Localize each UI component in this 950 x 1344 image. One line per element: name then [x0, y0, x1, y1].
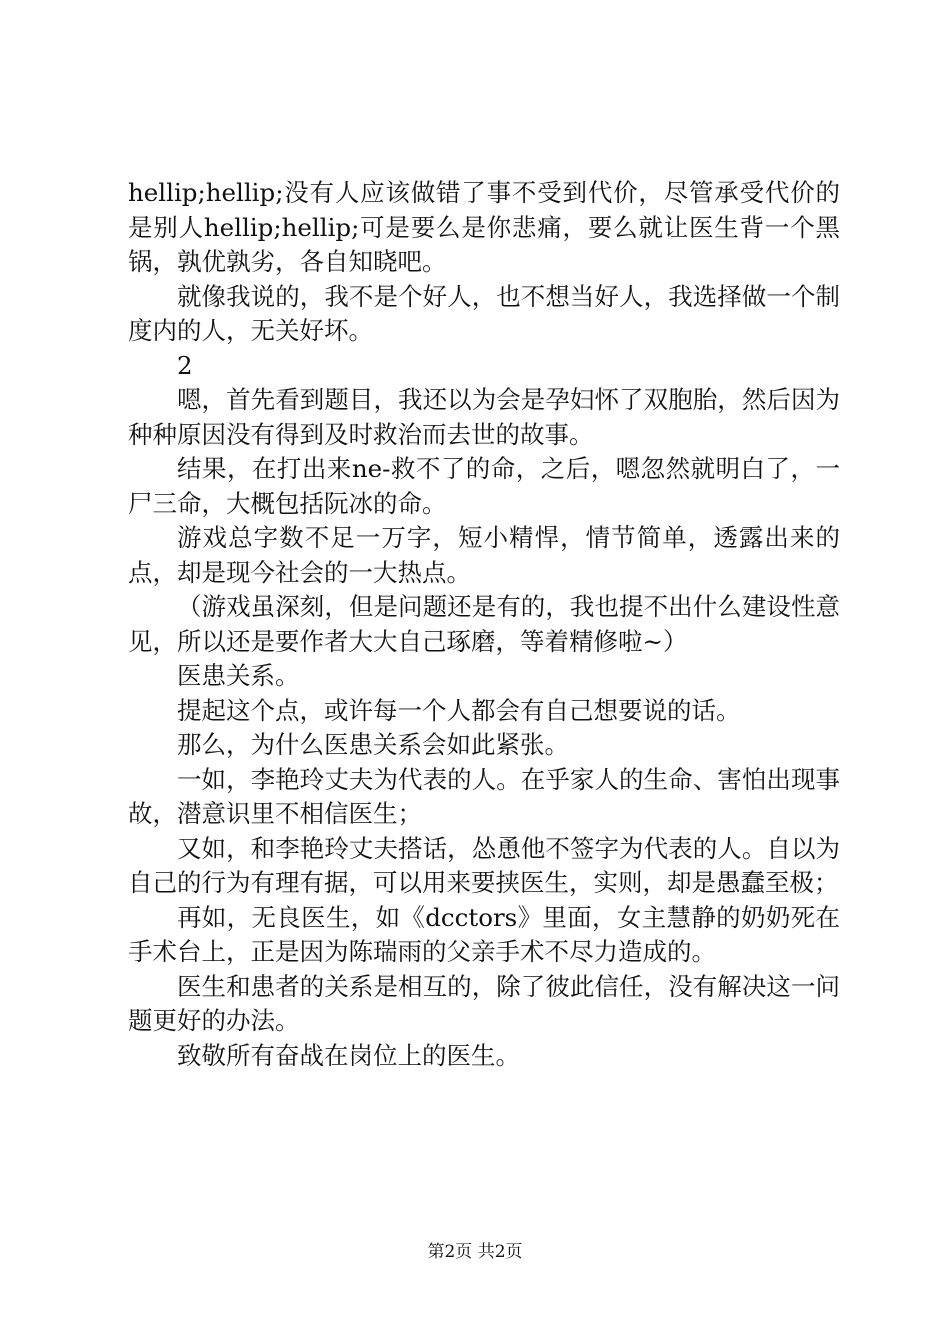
paragraph-5: 结果，在打出来ne-救不了的命，之后，嗯忽然就明白了，一尸三命，大概包括阮冰的命。 — [128, 454, 840, 518]
paragraph-13: 再如，无良医生，如《dcctors》里面，女主慧静的奶奶死在手术台上，正是因为陈瑞雨的父亲手术不尽力造成的。 — [128, 902, 840, 966]
section-number: 2 — [177, 350, 193, 380]
paragraph-14: 医生和患者的关系是相互的，除了彼此信任，没有解决这一问题更好的办法。 — [128, 971, 840, 1035]
page-footer — [0, 1241, 950, 1263]
paragraph-9: 提起这个点，或许每一个人都会有自己想要说的话。 — [177, 695, 741, 725]
paragraph-15: 致敬所有奋战在岗位上的医生。 — [177, 1040, 520, 1070]
paragraph-6: 游戏总字数不足一万字，短小精悍，情节简单，透露出来的点，却是现今社会的一大热点。 — [128, 523, 840, 587]
paragraph-1: hellip;hellip;没有人应该做错了事不受到代价，尽管承受代价的是别人hellip;hellip;可是要么是你悲痛，要么就让医生背一个黑锅，孰优孰劣，各自知晓吧。 — [128, 178, 840, 276]
paragraph-8: 医患关系。 — [177, 661, 300, 690]
paragraph-4: 嗯，首先看到题目，我还以为会是孕妇怀了双胞胎，然后因为种种原因没有得到及时救治而去世的故事。 — [128, 385, 840, 449]
paragraph-7: （游戏虽深刻，但是问题还是有的，我也提不出什么建设性意见，所以还是要作者大大自己琢磨，等着精修啦~） — [128, 592, 840, 656]
paragraph-12: 又如，和李艳玲丈夫搭话，怂恿他不签字为代表的人。自以为自己的行为有理有据，可以用来要挟医生，实则，却是愚蠢至极； — [128, 833, 840, 897]
paragraph-2: 就像我说的，我不是个好人，也不想当好人，我选择做一个制度内的人，无关好坏。 — [128, 281, 840, 345]
page-number-label: 第2页 共2页 — [427, 1242, 523, 1262]
paragraph-10: 那么，为什么医患关系会如此紧张。 — [177, 730, 569, 759]
paragraph-11: 一如，李艳玲丈夫为代表的人。在乎家人的生命、害怕出现事故，潜意识里不相信医生； — [128, 764, 840, 828]
document-body — [128, 176, 840, 1073]
